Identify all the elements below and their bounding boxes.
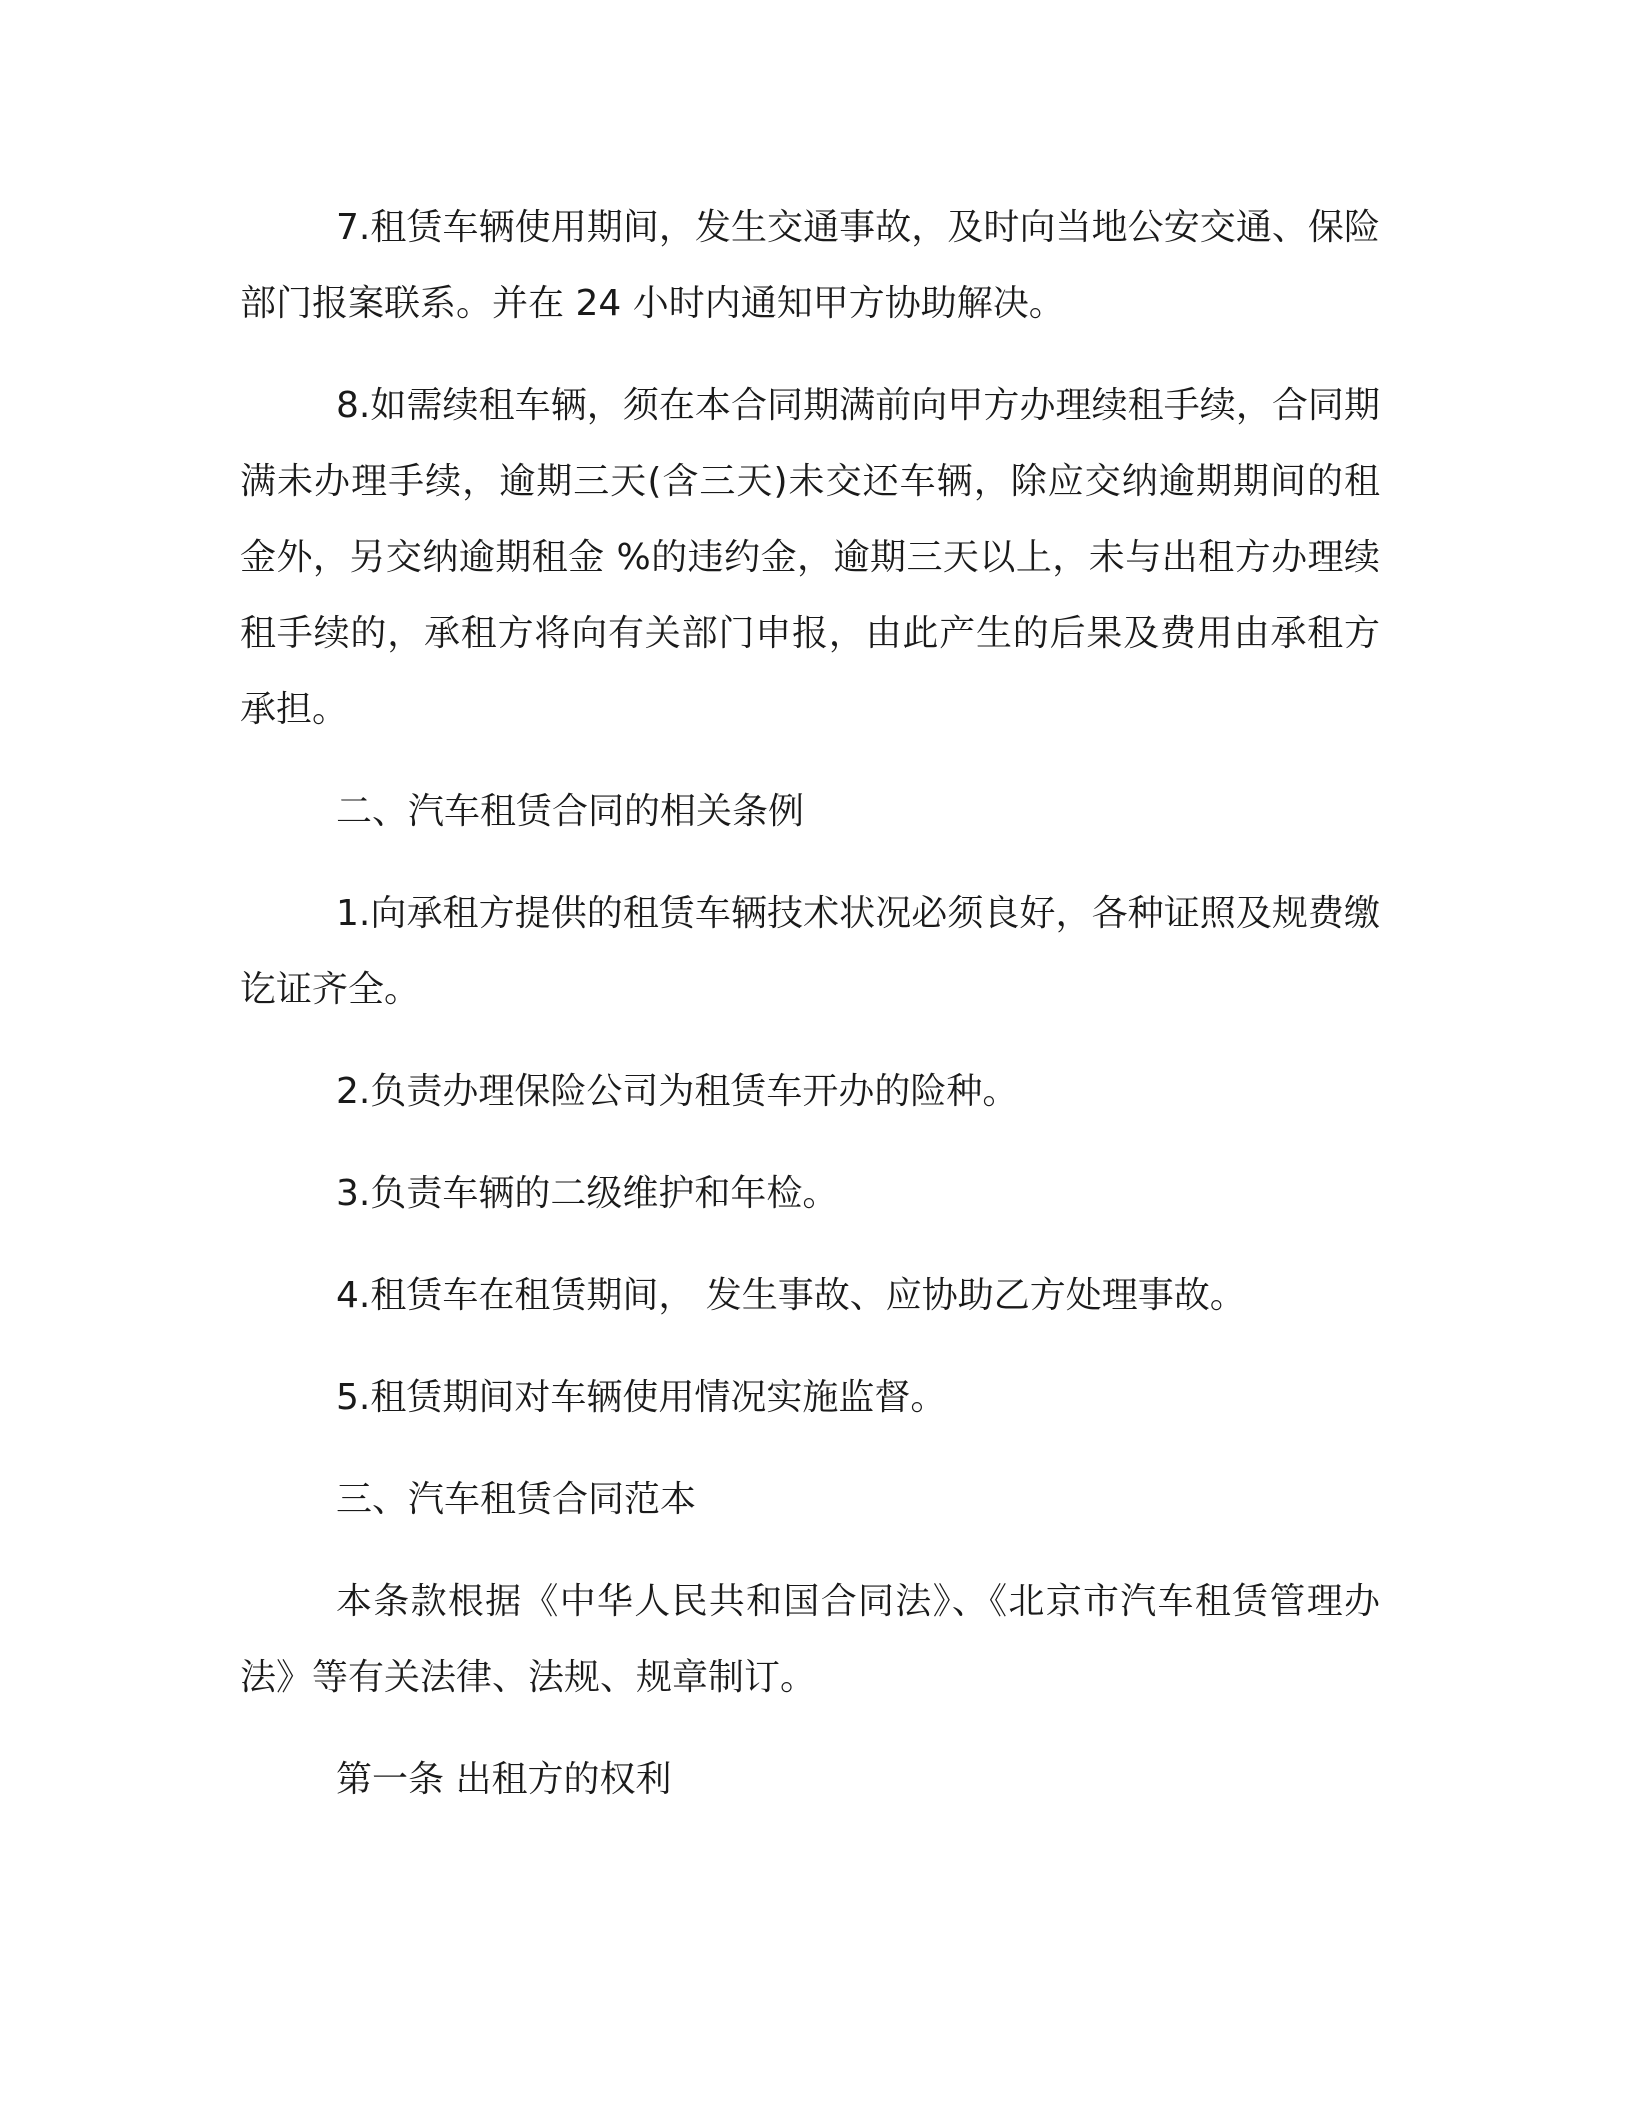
regulation-item-3: 3.负责车辆的二级维护和年检。 [336,1173,839,1214]
regulation-item-4: 4.租赁车在租赁期间， 发生事故、应协助乙方处理事故。 [336,1275,1246,1316]
paragraph-7-accident: 7.租赁车辆使用期间，发生交通事故，及时向当地公安交通、保险部门报案联系。并在 24 小时内通知甲方协助解决。 [240,207,1380,324]
document-body [240,190,1380,1844]
paragraph-8-renewal: 8.如需续租车辆，须在本合同期满前向甲方办理续租手续，合同期满未办理手续，逾期三天(含三天)未交还车辆，除应交纳逾期期间的租金外，另交纳逾期租金 %的违约金，逾期三天以上，未与出租方办理续租手续的，承租方将向有关部门申报，由此产生的后果及费用由承租方承担。 [240,385,1380,730]
article-1-heading: 第一条 出租方的权利 [336,1759,672,1800]
regulation-item-5: 5.租赁期间对车辆使用情况实施监督。 [336,1377,947,1418]
section-heading-template: 三、汽车租赁合同范本 [336,1479,697,1520]
regulation-item-1: 1.向承租方提供的租赁车辆技术状况必须良好，各种证照及规费缴讫证齐全。 [240,893,1380,1010]
regulation-item-2: 2.负责办理保险公司为租赁车开办的险种。 [336,1071,1019,1112]
section-heading-regulations: 二、汽车租赁合同的相关条例 [336,791,805,832]
template-intro-paragraph: 本条款根据《中华人民共和国合同法》、《北京市汽车租赁管理办法》等有关法律、法规、规章制订。 [240,1581,1380,1698]
